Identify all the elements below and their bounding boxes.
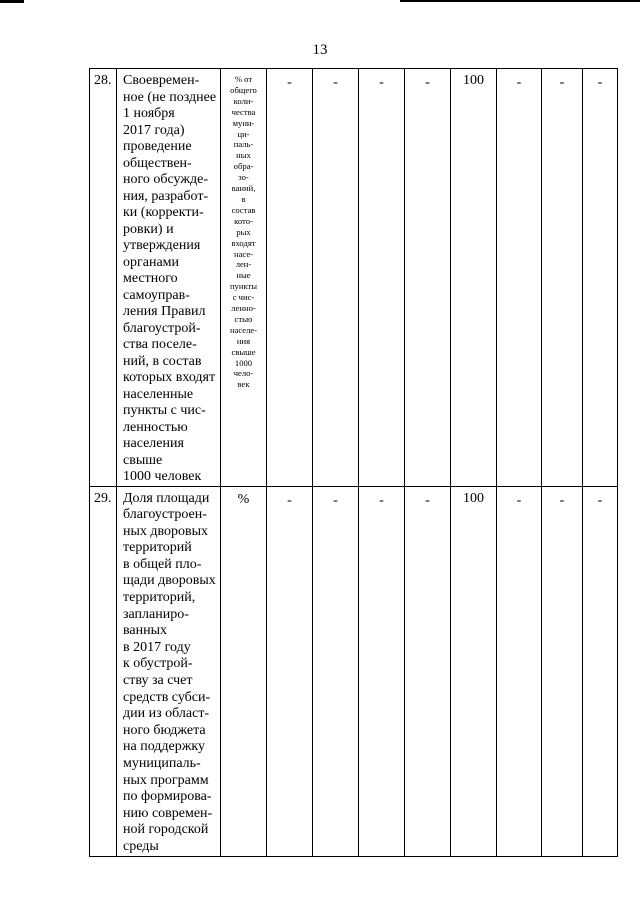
- value-cell: -: [267, 486, 313, 856]
- value-cell: -: [583, 486, 618, 856]
- indicators-table: [89, 68, 618, 857]
- value-cell: -: [497, 486, 542, 856]
- value-cell: -: [497, 69, 542, 487]
- value-cell: -: [405, 486, 451, 856]
- value-cell: -: [405, 69, 451, 487]
- value-cell: -: [583, 69, 618, 487]
- value-cell: -: [313, 69, 359, 487]
- value-cell: 100: [451, 69, 497, 487]
- page-number: 13: [312, 42, 328, 58]
- value-cell: -: [359, 486, 405, 856]
- indicator-name: Своевремен- ное (не позднее 1 ноября 2017 года) проведение обществен- ного обсужде- ния, разработ- ки (корректи- ровки) и утверждения органами местного самоуправ- ления Правил благоустрой- ства поселе- ний, в состав которых входят населенные пункты с чис- ленностью населения свыше 1000 человек: [117, 69, 221, 487]
- value-cell: -: [542, 486, 583, 856]
- scan-edge-mark-left: [0, 0, 24, 3]
- value-cell: -: [313, 486, 359, 856]
- row-number: 28.: [90, 69, 117, 487]
- indicator-name: Доля площади благоустроен- ных дворовых территорий в общей пло- щади дворовых территорий, запланиро- ванных в 2017 году к обустрой- ству за счет средств субси- дии из област- ного бюджета на поддержку муниципаль- ных программ по формирова- нию современ- ной городской среды: [117, 486, 221, 856]
- value-cell: -: [542, 69, 583, 487]
- value-cell: -: [359, 69, 405, 487]
- value-cell: 100: [451, 486, 497, 856]
- unit-cell: % от общего коли- чества муни- ци- паль- ных обра- зо- ваний, в состав кото- рых входят насе- лен- ные пункты с чис- ленно- стью населе- ния свыше 1000 чело- век: [221, 69, 267, 487]
- table-row: [90, 69, 618, 487]
- row-number: 29.: [90, 486, 117, 856]
- unit-cell: %: [221, 486, 267, 856]
- scan-edge-mark-right: [400, 0, 640, 2]
- value-cell: -: [267, 69, 313, 487]
- table-row: [90, 486, 618, 856]
